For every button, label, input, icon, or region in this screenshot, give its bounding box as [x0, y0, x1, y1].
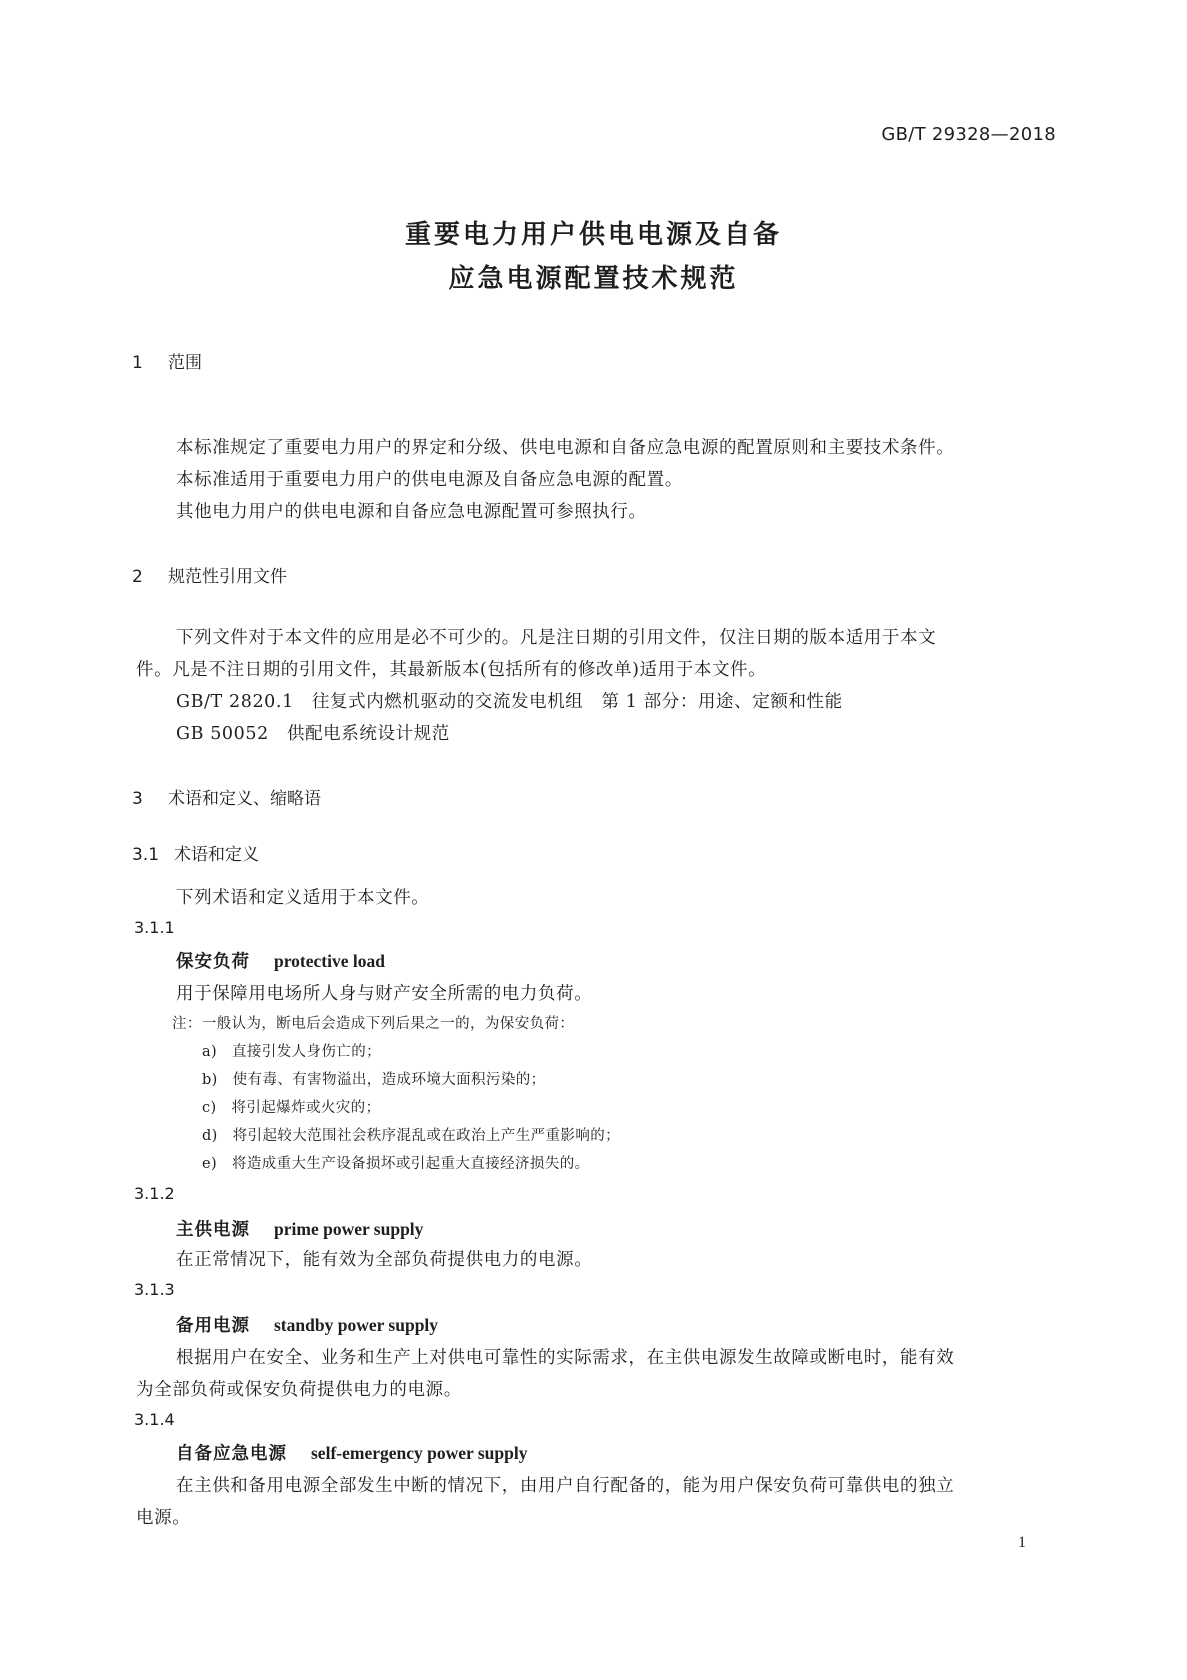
- section-1-heading: [132, 348, 202, 373]
- section-number: 2: [132, 567, 143, 587]
- term-definition-line-2: 电源。: [136, 1508, 191, 1528]
- term-note: [172, 1012, 574, 1033]
- term-definition-line-1: 根据用户在安全、业务和生产上对供电可靠性的实际需求，在主供电源发生故障或断电时，能有效: [176, 1348, 955, 1368]
- term-name-zh: 保安负荷: [176, 952, 250, 972]
- term-name-en: standby power supply: [274, 1315, 439, 1335]
- term-number: 3.1.2: [134, 1184, 175, 1203]
- section-2-para-line-2: 件。凡是不注日期的引用文件，其最新版本(包括所有的修改单)适用于本文件。: [136, 660, 767, 680]
- section-title: 规范性引用文件: [168, 567, 287, 587]
- section-number: 3: [132, 789, 143, 809]
- section-3-heading: [132, 784, 321, 809]
- term-entry-self-emergency-power-supply: [176, 1440, 527, 1465]
- term-entry-protective-load: [176, 948, 385, 973]
- term-name-en: prime power supply: [274, 1219, 424, 1239]
- page-title-line1: 重要电力用户供电电源及自备: [404, 220, 782, 250]
- term-name-zh: 主供电源: [176, 1220, 250, 1240]
- note-item-a: a) 直接引发人身伤亡的；: [202, 1044, 382, 1060]
- term-name-en: protective load: [274, 951, 385, 971]
- section-1-para-3: 其他电力用户的供电电源和自备应急电源配置可参照执行。: [176, 502, 647, 522]
- term-name-zh: 自备应急电源: [176, 1444, 287, 1464]
- page-title-line2: 应急电源配置技术规范: [448, 264, 739, 294]
- normative-reference-1: GB/T 2820.1 往复式内燃机驱动的交流发电机组 第 1 部分：用途、定额和性能: [176, 692, 843, 712]
- section-2-para-line-1: 下列文件对于本文件的应用是必不可少的。凡是注日期的引用文件，仅注日期的版本适用于本文: [176, 628, 937, 648]
- section-3-1-intro: 下列术语和定义适用于本文件。: [176, 888, 430, 908]
- term-number: 3.1.4: [134, 1410, 175, 1429]
- section-number: 1: [132, 353, 143, 373]
- section-1-para-1: 本标准规定了重要电力用户的界定和分级、供电电源和自备应急电源的配置原则和主要技术条件。: [176, 438, 955, 458]
- term-definition: 在正常情况下，能有效为全部负荷提供电力的电源。: [176, 1250, 593, 1270]
- term-name-en: self-emergency power supply: [311, 1443, 528, 1463]
- term-definition: 用于保障用电场所人身与财产安全所需的电力负荷。: [176, 984, 593, 1004]
- note-item-d: d) 将引起较大范围社会秩序混乱或在政治上产生严重影响的；: [202, 1128, 621, 1144]
- term-definition-line-1: 在主供和备用电源全部发生中断的情况下，由用户自行配备的，能为用户保安负荷可靠供电的独立: [176, 1476, 955, 1496]
- section-title: 范围: [168, 353, 202, 373]
- note-text: 一般认为，断电后会造成下列后果之一的，为保安负荷：: [201, 1016, 575, 1032]
- term-entry-prime-power-supply: [176, 1216, 423, 1241]
- section-title: 术语和定义、缩略语: [168, 789, 321, 809]
- note-label: 注：: [172, 1016, 202, 1032]
- page-number: 1: [1018, 1534, 1026, 1551]
- standard-number: GB/T 29328—2018: [881, 124, 1056, 145]
- section-number: 3.1: [132, 845, 160, 865]
- section-2-heading: [132, 562, 287, 587]
- note-item-c: c) 将引起爆炸或火灾的；: [202, 1100, 381, 1116]
- normative-reference-2: GB 50052 供配电系统设计规范: [176, 724, 450, 744]
- term-entry-standby-power-supply: [176, 1312, 438, 1337]
- note-item-e: e) 将造成重大生产设备损坏或引起重大直接经济损失的。: [202, 1156, 590, 1172]
- term-definition-line-2: 为全部负荷或保安负荷提供电力的电源。: [136, 1380, 462, 1400]
- section-3-1-heading: [132, 840, 259, 865]
- term-number: 3.1.3: [134, 1280, 175, 1299]
- term-number: 3.1.1: [134, 918, 175, 937]
- note-item-b: b) 使有毒、有害物溢出，造成环境大面积污染的；: [202, 1072, 546, 1088]
- section-1-para-2: 本标准适用于重要电力用户的供电电源及自备应急电源的配置。: [176, 470, 683, 490]
- section-title: 术语和定义: [174, 845, 259, 865]
- term-name-zh: 备用电源: [176, 1316, 250, 1336]
